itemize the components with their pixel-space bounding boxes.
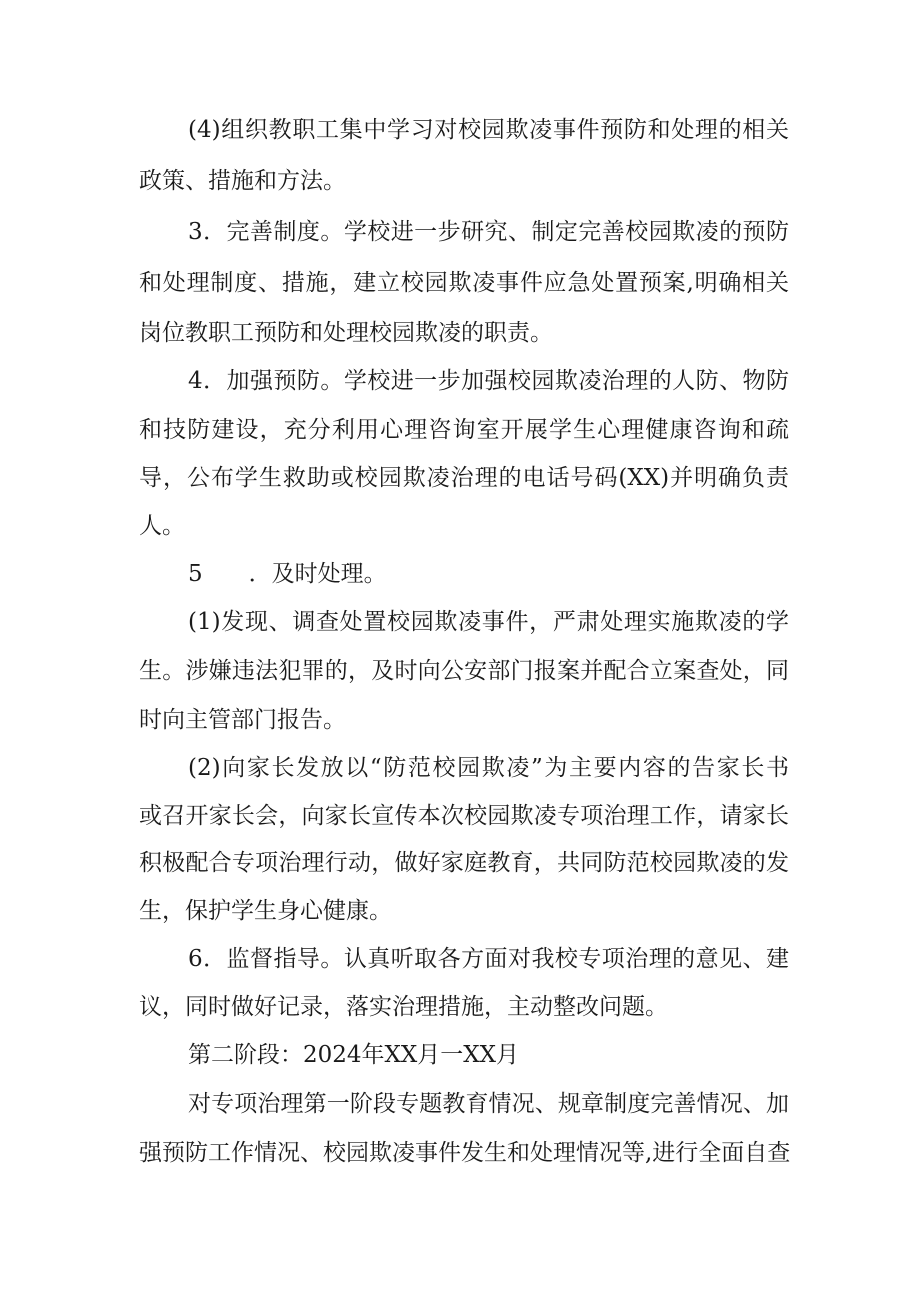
p6-line-4: 生，保护学生身心健康。 (139, 898, 392, 924)
p9-line-2: 强预防工作情况、校园欺凌事件发生和处理情况等,进行全面自查 (139, 1140, 791, 1166)
p3-line-1: 4．加强预防。学校进一步加强校园欺凌治理的人防、物防 (188, 368, 789, 394)
p4-line-1: 5 ．及时处理。 (188, 561, 387, 587)
p6-line-3: 积极配合专项治理行动，做好家庭教育，共同防范校园欺凌的发 (139, 850, 789, 876)
p2-line-1: 3．完善制度。学校进一步研究、制定完善校园欺凌的预防 (188, 219, 789, 245)
p1-line-2: 政策、措施和方法。 (139, 168, 346, 194)
p5-line-3: 时向主管部门报告。 (139, 707, 346, 733)
p3-line-4: 人。 (139, 513, 185, 539)
p1-line-1: (4)组织教职工集中学习对校园欺凌事件预防和处理的相关 (188, 117, 789, 143)
p5-line-1: (1)发现、调查处置校园欺凌事件，严肃处理实施欺凌的学 (188, 609, 789, 635)
p7-line-2: 议，同时做好记录，落实治理措施，主动整改问题。 (139, 994, 668, 1020)
p2-line-3: 岗位教职工预防和处理校园欺凌的职责。 (139, 320, 553, 346)
p3-line-3: 导，公布学生救助或校园欺凌治理的电话号码(XX)并明确负责 (139, 465, 789, 491)
p7-line-1: 6．监督指导。认真听取各方面对我校专项治理的意见、建 (188, 946, 789, 972)
p3-line-2: 和技防建设，充分利用心理咨询室开展学生心理健康咨询和疏 (139, 417, 789, 443)
p6-line-2: 或召开家长会，向家长宣传本次校园欺凌专项治理工作，请家长 (139, 803, 789, 829)
p9-line-1: 对专项治理第一阶段专题教育情况、规章制度完善情况、加 (188, 1091, 789, 1117)
p6-line-1: (2)向家长发放以“防范校园欺凌”为主要内容的告家长书 (188, 755, 789, 781)
p8-line-1: 第二阶段：2024年XX月一XX月 (188, 1042, 520, 1068)
p5-line-2: 生。涉嫌违法犯罪的，及时向公安部门报案并配合立案查处，同 (139, 658, 789, 684)
p2-line-2: 和处理制度、措施，建立校园欺凌事件应急处置预案,明确相关 (139, 270, 789, 296)
